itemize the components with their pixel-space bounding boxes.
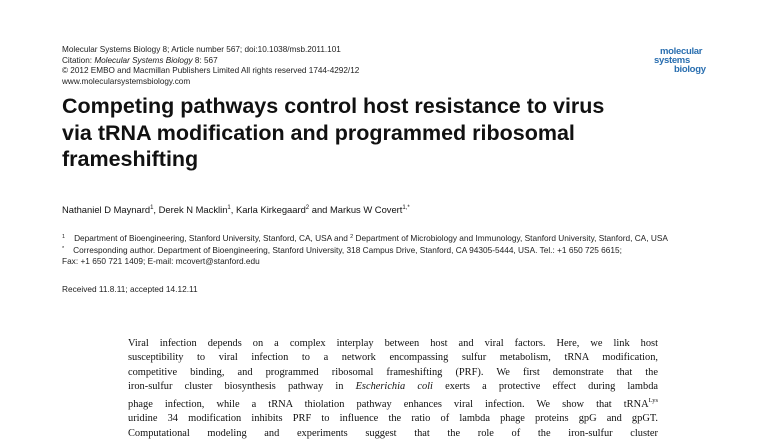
author-conjunction: and	[309, 204, 330, 215]
citation-line	[62, 56, 359, 67]
logo-line-3: biology	[674, 64, 706, 75]
abstract-text: phage infection, while a tRNA thiolation pathway enhances viral infection. We show that tRNA	[128, 399, 649, 411]
author-list	[62, 204, 410, 215]
paper-title	[62, 93, 742, 173]
abstract-line	[128, 380, 658, 394]
contact-line: Fax: +1 650 721 1409; E-mail: mcovert@stanford.edu	[62, 256, 260, 267]
trna-superscript: Lys	[648, 397, 658, 405]
affiliation-marker: 2	[350, 234, 354, 240]
abstract-text: exerts a protective effect during lambda	[432, 380, 659, 392]
logo-line-1: molecular	[660, 46, 703, 57]
citation-prefix: Citation:	[62, 55, 95, 65]
author-affiliation-marker: 1	[150, 205, 154, 211]
article-info-line: Molecular Systems Biology 8; Article number 567; doi:10.1038/msb.2011.101	[62, 45, 341, 54]
abstract-line: competitive binding, and programmed ribosomal frameshifting (PRF). We first demonstrate that the	[128, 366, 658, 378]
author-name: Markus W Covert	[330, 204, 403, 215]
corresponding-marker: *	[62, 246, 65, 253]
author-name: Nathaniel D Maynard	[62, 204, 151, 215]
corresponding-author-line	[62, 244, 668, 256]
author-separator: ,	[153, 204, 159, 215]
logo-line-2: systems	[654, 55, 690, 66]
title-line-2: via tRNA modification and programmed ribosomal	[62, 120, 575, 145]
abstract-line: susceptibility to viral infection to a network encompassing sulfur metabolism, tRNA modification,	[128, 352, 658, 364]
affiliation-text: Department of Bioengineering, Stanford University, Stanford, CA, USA and	[74, 233, 351, 243]
abstract-line: Computational modeling and experiments suggest that the role of the iron-sulfur cluster	[128, 427, 658, 439]
abstract-line	[128, 394, 658, 412]
author-affiliation-marker: 1,*	[402, 205, 410, 211]
abstract	[128, 337, 658, 441]
citation-journal: Molecular Systems Biology	[94, 55, 193, 65]
citation-suffix: 8: 567	[192, 55, 218, 65]
abstract-text: iron-sulfur cluster biosynthesis pathway in	[128, 380, 356, 392]
corresponding-text: Corresponding author. Department of Bioengineering, Stanford University, 318 Campus Drive, Stanford, CA 94305-5444, USA. Tel.: +1 650 725 6615;	[73, 245, 622, 256]
abstract-line: uridine 34 modification inhibits PRF to influence the ratio of lambda phage proteins gpG and gpGT.	[128, 413, 658, 425]
copyright-line: © 2012 EMBO and Macmillan Publishers Limited All rights reserved 1744-4292/12	[62, 66, 360, 76]
author-separator: ,	[230, 204, 236, 215]
journal-url[interactable]: www.molecularsystemsbiology.com	[62, 76, 191, 86]
author-affiliation-marker: 1	[227, 205, 231, 211]
affiliation-text: Department of Microbiology and Immunology, Stanford University, Stanford, CA, USA	[355, 233, 668, 243]
journal-logo	[652, 47, 716, 74]
author-affiliation-marker: 2	[305, 205, 310, 211]
title-line-1: Competing pathways control host resistance to virus	[62, 94, 605, 118]
title-line-3: frameshifting	[62, 147, 199, 171]
affiliations	[62, 232, 668, 268]
affiliation-line-1	[62, 232, 668, 244]
author-name: Karla Kirkegaard	[235, 204, 306, 215]
author-name: Derek N Macklin	[158, 204, 228, 215]
journal-metadata	[62, 45, 359, 87]
abstract-line: Viral infection depends on a complex interplay between host and viral factors. Here, we link host	[128, 338, 658, 349]
species-name: Escherichia coli	[355, 380, 433, 392]
affiliation-marker: 1	[62, 234, 66, 240]
received-dates: Received 11.8.11; accepted 14.12.11	[62, 284, 198, 294]
